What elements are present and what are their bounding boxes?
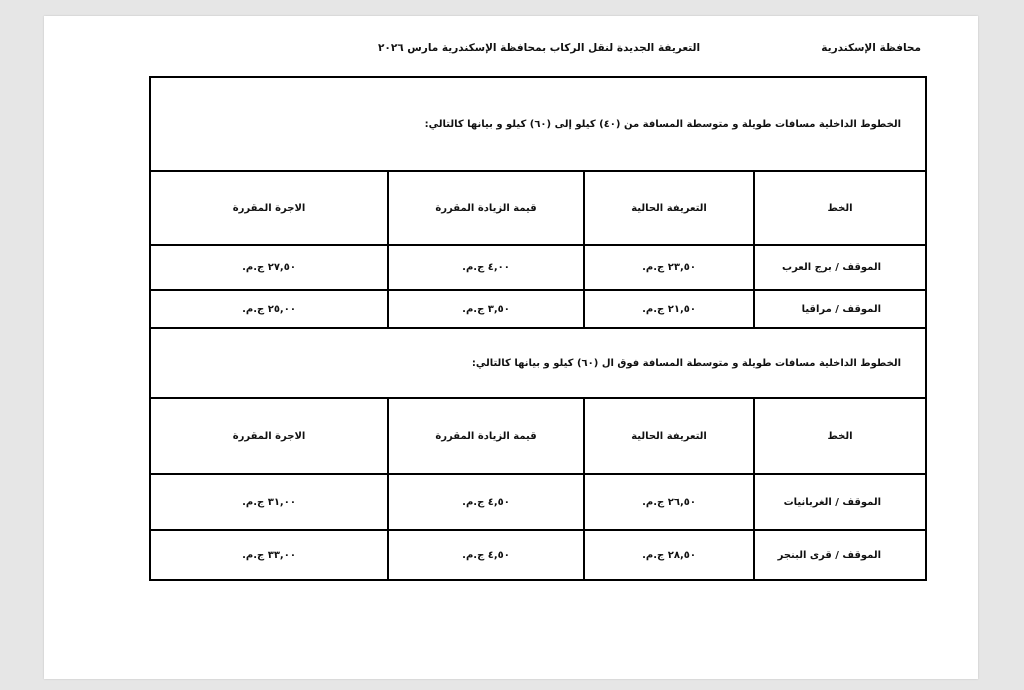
current-fare-cell: ٢١,٥٠ ج.م. bbox=[584, 290, 754, 328]
line-cell: الموقف / قرى البنجر bbox=[754, 530, 926, 580]
new-fare-cell: ٣١,٠٠ ج.م. bbox=[150, 474, 388, 530]
column-header-row bbox=[150, 398, 926, 474]
table-row bbox=[150, 290, 926, 328]
line-cell: الموقف / برج العرب bbox=[754, 245, 926, 290]
column-header-line: الخط bbox=[754, 171, 926, 245]
current-fare-cell: ٢٦,٥٠ ج.م. bbox=[584, 474, 754, 530]
line-cell: الموقف / مراقيا bbox=[754, 290, 926, 328]
governorate-label: محافظة الإسكندرية bbox=[821, 42, 921, 54]
increase-cell: ٤,٠٠ ج.م. bbox=[388, 245, 584, 290]
table-row bbox=[150, 530, 926, 580]
new-fare-cell: ٢٥,٠٠ ج.م. bbox=[150, 290, 388, 328]
column-header-line: الخط bbox=[754, 398, 926, 474]
column-header-row bbox=[150, 171, 926, 245]
increase-cell: ٤,٥٠ ج.م. bbox=[388, 474, 584, 530]
current-fare-cell: ٢٣,٥٠ ج.م. bbox=[584, 245, 754, 290]
table-row bbox=[150, 474, 926, 530]
fare-table bbox=[149, 76, 927, 581]
section-heading-row bbox=[150, 328, 926, 398]
column-header-current-fare: التعريفة الحالية bbox=[584, 398, 754, 474]
document-page bbox=[44, 16, 978, 679]
section-heading: الخطوط الداخلية مسافات طويلة و متوسطة المسافة من (٤٠) كيلو إلى (٦٠) كيلو و بيانها كالتالي: bbox=[150, 77, 926, 171]
new-fare-cell: ٢٧,٥٠ ج.م. bbox=[150, 245, 388, 290]
current-fare-cell: ٢٨,٥٠ ج.م. bbox=[584, 530, 754, 580]
document-title: التعريفة الجديدة لنقل الركاب بمحافظة الإسكندرية مارس ٢٠٢٦ bbox=[378, 42, 701, 54]
column-header-new-fare: الاجرة المقررة bbox=[150, 171, 388, 245]
line-cell: الموقف / الغربانيات bbox=[754, 474, 926, 530]
increase-cell: ٣,٥٠ ج.م. bbox=[388, 290, 584, 328]
new-fare-cell: ٣٣,٠٠ ج.م. bbox=[150, 530, 388, 580]
column-header-increase: قيمة الزيادة المقررة bbox=[388, 171, 584, 245]
table-row bbox=[150, 245, 926, 290]
increase-cell: ٤,٥٠ ج.م. bbox=[388, 530, 584, 580]
column-header-increase: قيمة الزيادة المقررة bbox=[388, 398, 584, 474]
column-header-current-fare: التعريفة الحالية bbox=[584, 171, 754, 245]
section-heading: الخطوط الداخلية مسافات طويلة و متوسطة المسافة فوق ال (٦٠) كيلو و بيانها كالتالي: bbox=[150, 328, 926, 398]
section-heading-row bbox=[150, 77, 926, 171]
column-header-new-fare: الاجرة المقررة bbox=[150, 398, 388, 474]
